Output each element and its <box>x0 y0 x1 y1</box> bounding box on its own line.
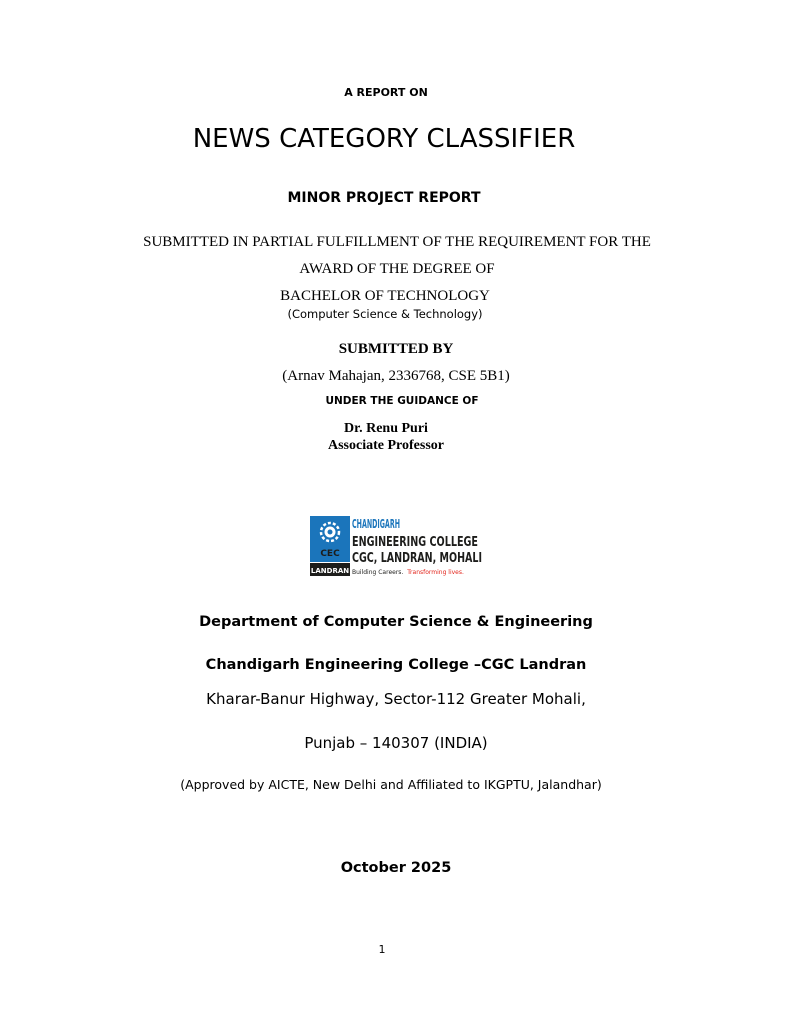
logo-line-3: CGC, LANDRAN, MOHALI <box>352 551 482 566</box>
submitted-by-label: SUBMITTED BY <box>338 341 454 357</box>
logo-tagline <box>352 569 464 576</box>
address-line-2: Punjab – 140307 (INDIA) <box>304 734 488 752</box>
report-date: October 2025 <box>340 860 452 876</box>
logo-line-2: ENGINEERING COLLEGE <box>352 535 478 550</box>
logo-line-1: CHANDIGARH <box>352 517 400 531</box>
logo-tagline-part-1: Building Careers. <box>352 569 404 576</box>
college-logo <box>310 516 482 576</box>
logo-badge-text: CEC <box>320 549 340 559</box>
student-details: (Arnav Mahajan, 2336768, CSE 5B1) <box>282 368 510 384</box>
college-name: Chandigarh Engineering College –CGC Landran <box>205 657 587 673</box>
degree-name: BACHELOR OF TECHNOLOGY <box>280 288 490 304</box>
logo-tagline-part-2: Transforming lives. <box>407 569 464 576</box>
address-line-1: Kharar-Banur Highway, Sector-112 Greater Mohali, <box>206 690 586 708</box>
report-subtitle: MINOR PROJECT REPORT <box>287 190 481 206</box>
guide-name: Dr. Renu Puri <box>344 421 428 436</box>
guide-designation: Associate Professor <box>328 438 444 453</box>
report-kicker: A REPORT ON <box>344 86 428 99</box>
guidance-label: UNDER THE GUIDANCE OF <box>325 395 479 407</box>
submission-statement-line-1: SUBMITTED IN PARTIAL FULFILLMENT OF THE REQUIREMENT FOR THE <box>143 234 651 250</box>
report-title: NEWS CATEGORY CLASSIFIER <box>192 124 576 154</box>
approval-note: (Approved by AICTE, New Delhi and Affiliated to IKGPTU, Jalandhar) <box>180 777 602 792</box>
submission-statement-line-2: AWARD OF THE DEGREE OF <box>299 261 495 277</box>
logo-badge-subtext: LANDRAN <box>310 567 350 575</box>
department-name: Department of Computer Science & Engineering <box>199 614 593 630</box>
page-number: 1 <box>378 943 386 956</box>
degree-branch: (Computer Science & Technology) <box>287 307 483 321</box>
